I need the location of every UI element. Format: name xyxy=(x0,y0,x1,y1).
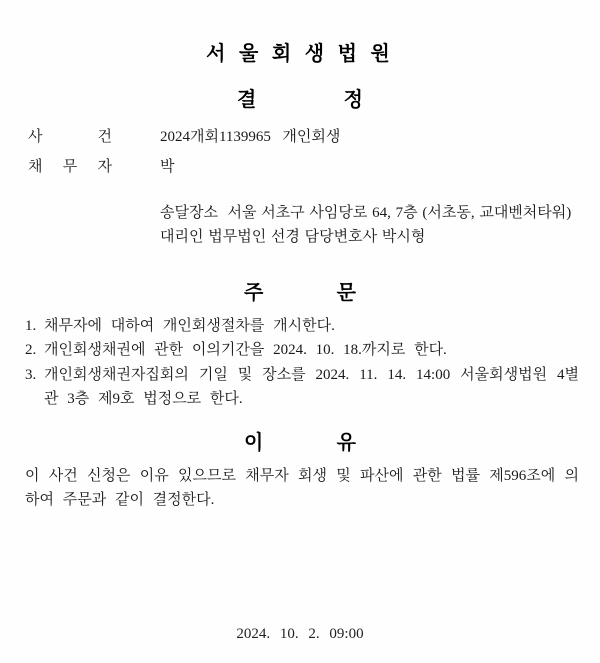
debtor-details-block xyxy=(160,202,580,249)
order-item-text: 개인회생채권자집회의 기일 및 장소를 2024. 11. 14. 14:00 서울회생법원 4별관 3층 제9호 법정으로 한다. xyxy=(44,366,579,407)
order-heading-row xyxy=(0,276,600,305)
doc-title: 결 정 xyxy=(237,89,363,111)
order-heading: 주 문 xyxy=(244,282,356,304)
case-label: 사 건 xyxy=(28,129,112,145)
reason-heading-row xyxy=(0,426,600,455)
order-item-number: 3. xyxy=(25,366,37,383)
order-item-number: 1. xyxy=(25,318,37,334)
decision-datetime: 2024. 10. 2. 09:00 xyxy=(236,626,364,642)
reason-text: 이 사건 신청은 이유 있으므로 채무자 회생 및 파산에 관한 법률 제596조에 의하여 주문과 같이 결정한다. xyxy=(25,468,579,509)
order-item xyxy=(25,363,579,412)
service-address-line: 송달장소 서울 서초구 사임당로 64, 7층 (서초동, 교대벤처타워) xyxy=(160,205,572,221)
order-item-text: 채무자에 대하여 개인회생절차를 개시한다. xyxy=(44,318,335,334)
doc-title-row xyxy=(0,83,600,112)
reason-heading: 이 유 xyxy=(244,432,356,454)
case-number-value: 2024개회1139965 개인회생 xyxy=(160,129,341,145)
order-item-number: 2. xyxy=(25,342,37,359)
attorney-line: 대리인 법무법인 선경 담당변호사 박시형 xyxy=(160,228,426,245)
order-items-list xyxy=(25,314,579,411)
order-item xyxy=(25,338,579,362)
debtor-label: 채 무 자 xyxy=(28,159,112,175)
case-field-row xyxy=(0,125,600,147)
debtor-field-row xyxy=(0,155,600,177)
order-item-text: 개인회생채권에 관한 이의기간을 2024. 10. 18.까지로 한다. xyxy=(44,342,447,359)
order-item xyxy=(25,314,579,338)
court-name-title: 서 울 회 생 법 원 xyxy=(206,43,394,65)
debtor-name-value: 박 xyxy=(160,159,175,175)
